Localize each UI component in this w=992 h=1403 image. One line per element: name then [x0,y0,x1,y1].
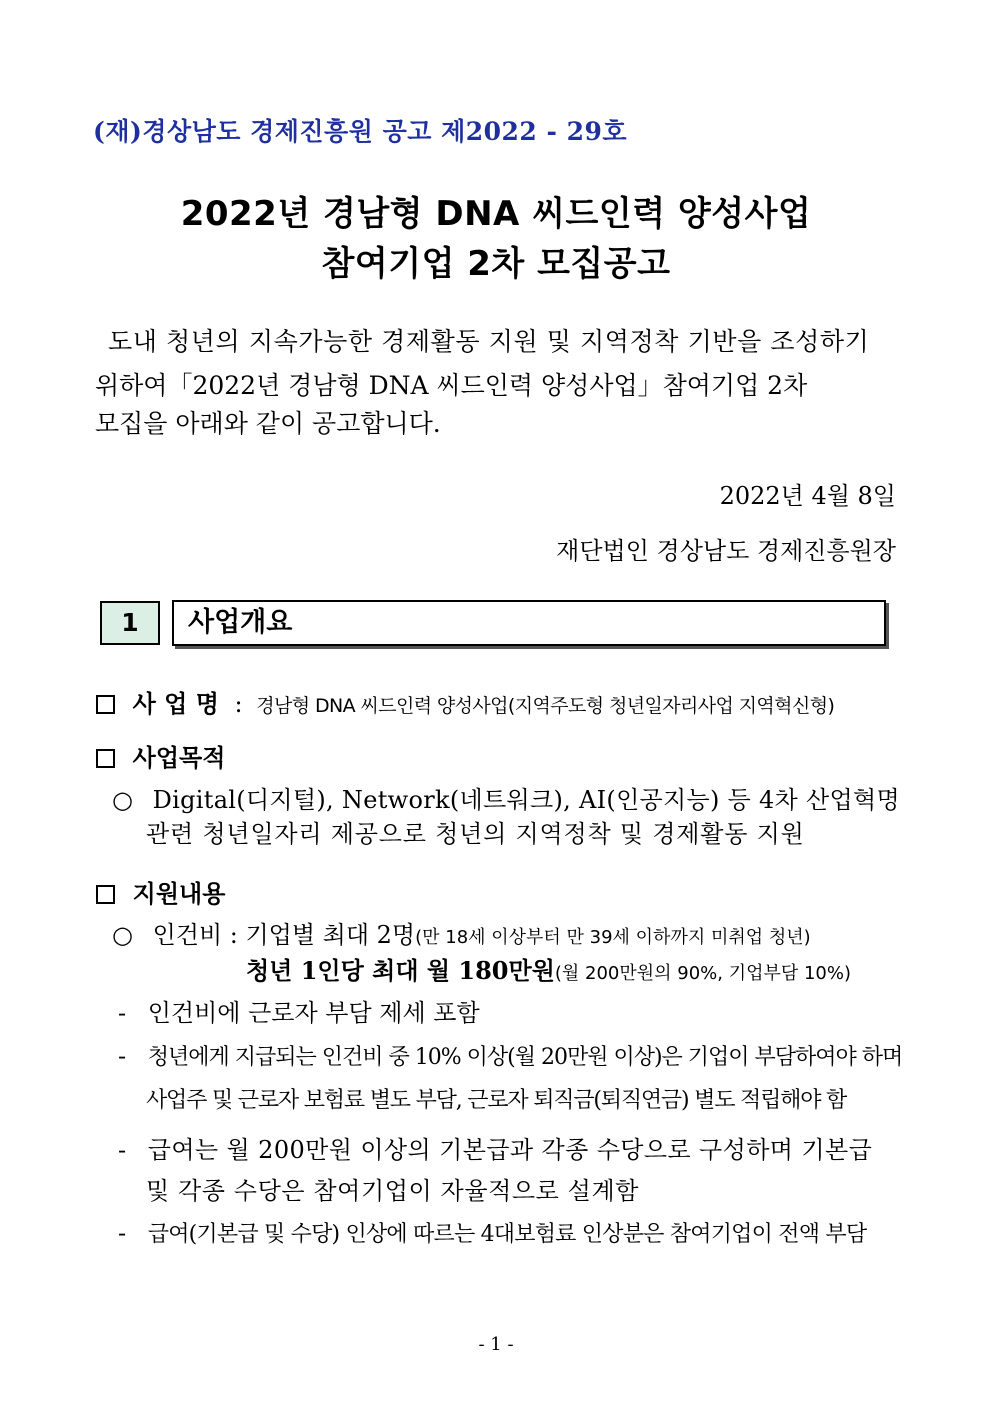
support-item-2 [118,1040,902,1071]
per-person-note: (월 200만원의 90%, 기업부담 10%) [554,963,852,984]
checkbox-square-icon [96,749,115,768]
dash-bullet: - [118,1219,127,1247]
support-item-1 [118,993,480,1028]
document-title-line2: 참여기업 2차 모집공고 [321,244,671,284]
issuer-name: 재단법인 경상남도 경제진흥원장 [556,537,896,565]
labor-cost-note: (만 18세 이상부터 만 39세 이하까지 미취업 청년) [415,927,811,948]
per-person-amount: 청년 1인당 최대 월 180만원 [246,956,555,985]
support-item-text-6: 급여(기본급 및 수당) 인상에 따르는 4대보험료 인상분은 참여기업이 전액 부담 [147,1222,867,1247]
dash-bullet: - [118,1042,127,1070]
notice-date: 2022년 4월 8일 [719,482,896,510]
purpose-heading-row [96,738,225,773]
purpose-text-2: 관련 청년일자리 제공으로 청년의 지역정착 및 경제활동 지원 [146,820,805,848]
support-heading: 지원내용 [132,879,226,908]
business-name-value: 경남형 DNA 씨드인력 양성사업(지역주도형 청년일자리사업 지역혁신형) [256,695,835,717]
section-number: 1 [100,601,160,645]
checkbox-square-icon [96,885,115,904]
purpose-text-1: Digital(디지털), Network(네트워크), AI(인공지능) 등 4차 산업혁명 [152,786,900,814]
dash-bullet: - [118,999,127,1027]
intro-line1: 도내 청년의 지속가능한 경제활동 지원 및 지역정착 기반을 조성하기 [108,327,870,356]
dash-bullet: - [118,1136,127,1164]
labor-cost-label: 인건비 : 기업별 최대 2명 [152,921,416,949]
bullet-circle-icon: ○ [112,921,133,949]
intro-line3: 모집을 아래와 같이 공고합니다. [95,409,441,438]
checkbox-square-icon [96,695,115,714]
business-name-sep: : [234,690,243,718]
support-item-text-1: 인건비에 근로자 부담 제세 포함 [147,999,480,1027]
page-number: - 1 - [478,1334,514,1355]
support-item-6 [118,1217,866,1248]
support-heading-row [96,874,225,909]
per-person-row [246,951,851,986]
intro-line2: 위하여「2022년 경남형 DNA 씨드인력 양성사업」참여기업 2차 [95,371,808,400]
purpose-line1 [112,780,900,815]
purpose-heading: 사업목적 [132,743,226,772]
support-item-text-3: 사업주 및 근로자 보험료 별도 부담, 근로자 퇴직금(퇴직연금) 별도 적립해야 함 [146,1088,847,1113]
support-item-text-2: 청년에게 지급되는 인건비 중 10% 이상(월 20만원 이상)은 기업이 부담하여야 하며 [147,1045,903,1070]
business-name-row [96,684,834,719]
business-name-label: 사 업 명 [132,689,219,718]
support-item-text-4: 급여는 월 200만원 이상의 기본급과 각종 수당으로 구성하며 기본급 [147,1136,873,1164]
support-item-text-5: 및 각종 수당은 참여기업이 자율적으로 설계함 [146,1177,640,1205]
bullet-circle-icon: ○ [112,786,133,814]
section-title: 사업개요 [172,600,886,646]
labor-cost-row [112,915,811,950]
notice-number: (재)경상남도 경제진흥원 공고 제2022 - 29호 [93,117,628,146]
document-title-line1: 2022년 경남형 DNA 씨드인력 양성사업 [180,194,812,234]
support-item-4 [118,1130,872,1165]
